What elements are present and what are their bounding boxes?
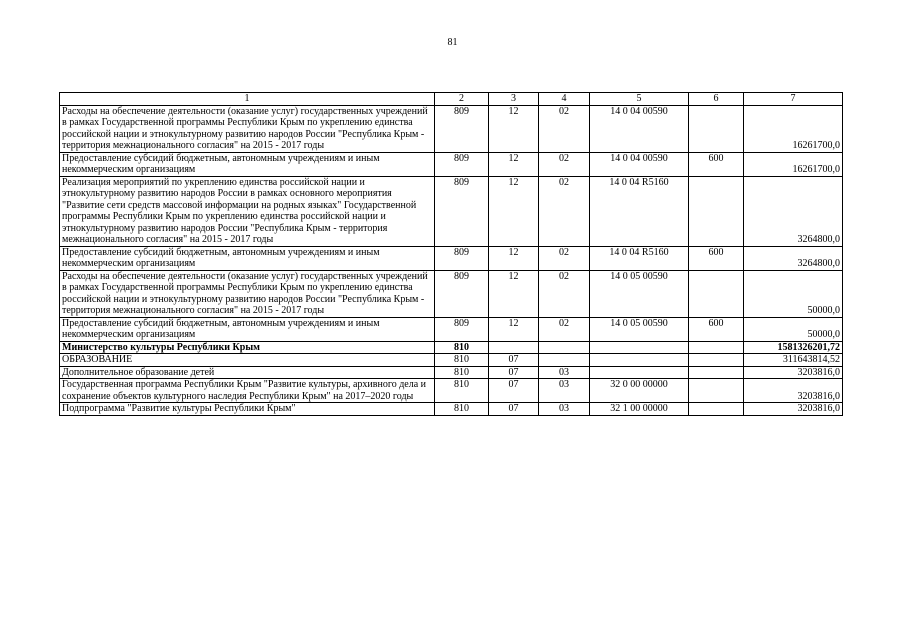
header-col-7: 7 xyxy=(744,93,843,106)
cell-section: 12 xyxy=(489,176,539,246)
cell-amount: 3203816,0 xyxy=(744,403,843,416)
cell-ministry-code: 809 xyxy=(435,176,489,246)
cell-section: 12 xyxy=(489,317,539,341)
cell-subsection: 02 xyxy=(539,246,590,270)
cell-amount: 311643814,52 xyxy=(744,354,843,367)
cell-expense-type xyxy=(689,379,744,403)
cell-ministry-code: 809 xyxy=(435,105,489,152)
cell-target-article xyxy=(590,366,689,379)
cell-name: Предоставление субсидий бюджетным, автономным учреждениям и иным некоммерческим организациям xyxy=(60,152,435,176)
header-col-2: 2 xyxy=(435,93,489,106)
cell-name: Государственная программа Республики Крым "Развитие культуры, архивного дела и сохранение объектов культурного наследия Республики Крым" на 2017–2020 годы xyxy=(60,379,435,403)
cell-target-article: 14 0 05 00590 xyxy=(590,317,689,341)
cell-name: ОБРАЗОВАНИЕ xyxy=(60,354,435,367)
cell-subsection: 03 xyxy=(539,366,590,379)
cell-target-article: 14 0 04 00590 xyxy=(590,105,689,152)
cell-expense-type xyxy=(689,176,744,246)
cell-name: Министерство культуры Республики Крым xyxy=(60,341,435,354)
header-col-4: 4 xyxy=(539,93,590,106)
cell-name: Расходы на обеспечение деятельности (оказание услуг) государственных учреждений в рамках Государственной программы Республики Крым по укреплению единства российской нации и этнокультурному развитию народов России "Республика Крым - территория межнационального согласия" на 2015 - 2017 годы xyxy=(60,270,435,317)
cell-amount: 3203816,0 xyxy=(744,379,843,403)
cell-name: Предоставление субсидий бюджетным, автономным учреждениям и иным некоммерческим организациям xyxy=(60,246,435,270)
cell-amount: 16261700,0 xyxy=(744,152,843,176)
cell-name: Расходы на обеспечение деятельности (оказание услуг) государственных учреждений в рамках Государственной программы Республики Крым по укреплению единства российской нации и этнокультурному развитию народов России "Республика Крым - территория межнационального согласия" на 2015 - 2017 годы xyxy=(60,105,435,152)
cell-section: 12 xyxy=(489,246,539,270)
cell-amount: 50000,0 xyxy=(744,317,843,341)
cell-target-article: 14 0 04 00590 xyxy=(590,152,689,176)
cell-section: 07 xyxy=(489,354,539,367)
cell-target-article: 32 0 00 00000 xyxy=(590,379,689,403)
cell-amount: 3264800,0 xyxy=(744,176,843,246)
cell-ministry-code: 810 xyxy=(435,366,489,379)
cell-subsection: 03 xyxy=(539,379,590,403)
table-row xyxy=(60,341,843,354)
cell-subsection xyxy=(539,341,590,354)
cell-ministry-code: 810 xyxy=(435,354,489,367)
cell-expense-type xyxy=(689,105,744,152)
cell-subsection: 02 xyxy=(539,176,590,246)
table-row xyxy=(60,403,843,416)
cell-target-article xyxy=(590,341,689,354)
table-row xyxy=(60,317,843,341)
table-body xyxy=(60,105,843,415)
cell-amount: 3264800,0 xyxy=(744,246,843,270)
cell-expense-type xyxy=(689,354,744,367)
table-row xyxy=(60,176,843,246)
table-row xyxy=(60,379,843,403)
cell-amount: 1581326201,72 xyxy=(744,341,843,354)
table-row xyxy=(60,354,843,367)
header-col-3: 3 xyxy=(489,93,539,106)
cell-target-article xyxy=(590,354,689,367)
cell-section: 07 xyxy=(489,379,539,403)
cell-amount: 16261700,0 xyxy=(744,105,843,152)
table-row xyxy=(60,246,843,270)
cell-section: 07 xyxy=(489,366,539,379)
cell-ministry-code: 809 xyxy=(435,270,489,317)
table-row xyxy=(60,270,843,317)
cell-name: Реализация мероприятий по укреплению единства российской нации и этнокультурному развитию народов России в рамках основного мероприятия "Развитие сети средств массовой информации на родных языках" Государственной программы Республики Крым по укреплению единства российской нации и этнокультурному развитию народов России "Республика Крым - территория межнационального согласия" на 2015 - 2017 годы xyxy=(60,176,435,246)
cell-name: Дополнительное образование детей xyxy=(60,366,435,379)
cell-expense-type xyxy=(689,403,744,416)
page-number: 81 xyxy=(447,37,458,48)
cell-section: 07 xyxy=(489,403,539,416)
cell-section: 12 xyxy=(489,152,539,176)
cell-ministry-code: 809 xyxy=(435,246,489,270)
cell-subsection xyxy=(539,354,590,367)
header-col-6: 6 xyxy=(689,93,744,106)
cell-subsection: 02 xyxy=(539,270,590,317)
cell-target-article: 32 1 00 00000 xyxy=(590,403,689,416)
header-row xyxy=(60,93,843,106)
header-col-1: 1 xyxy=(60,93,435,106)
cell-target-article: 14 0 04 R5160 xyxy=(590,246,689,270)
cell-section: 12 xyxy=(489,270,539,317)
cell-amount: 3203816,0 xyxy=(744,366,843,379)
cell-subsection: 02 xyxy=(539,317,590,341)
cell-ministry-code: 810 xyxy=(435,403,489,416)
cell-subsection: 03 xyxy=(539,403,590,416)
cell-section: 12 xyxy=(489,105,539,152)
cell-expense-type: 600 xyxy=(689,152,744,176)
cell-name: Предоставление субсидий бюджетным, автономным учреждениям и иным некоммерческим организациям xyxy=(60,317,435,341)
cell-expense-type xyxy=(689,270,744,317)
cell-name: Подпрограмма "Развитие культуры Республики Крым" xyxy=(60,403,435,416)
cell-ministry-code: 810 xyxy=(435,379,489,403)
cell-section xyxy=(489,341,539,354)
cell-subsection: 02 xyxy=(539,152,590,176)
cell-ministry-code: 810 xyxy=(435,341,489,354)
cell-expense-type: 600 xyxy=(689,246,744,270)
table-row xyxy=(60,366,843,379)
cell-target-article: 14 0 04 R5160 xyxy=(590,176,689,246)
cell-expense-type xyxy=(689,366,744,379)
table-row xyxy=(60,105,843,152)
table-row xyxy=(60,152,843,176)
header-col-5: 5 xyxy=(590,93,689,106)
cell-expense-type xyxy=(689,341,744,354)
cell-subsection: 02 xyxy=(539,105,590,152)
budget-table xyxy=(59,92,843,416)
cell-target-article: 14 0 05 00590 xyxy=(590,270,689,317)
cell-amount: 50000,0 xyxy=(744,270,843,317)
cell-ministry-code: 809 xyxy=(435,317,489,341)
cell-ministry-code: 809 xyxy=(435,152,489,176)
cell-expense-type: 600 xyxy=(689,317,744,341)
